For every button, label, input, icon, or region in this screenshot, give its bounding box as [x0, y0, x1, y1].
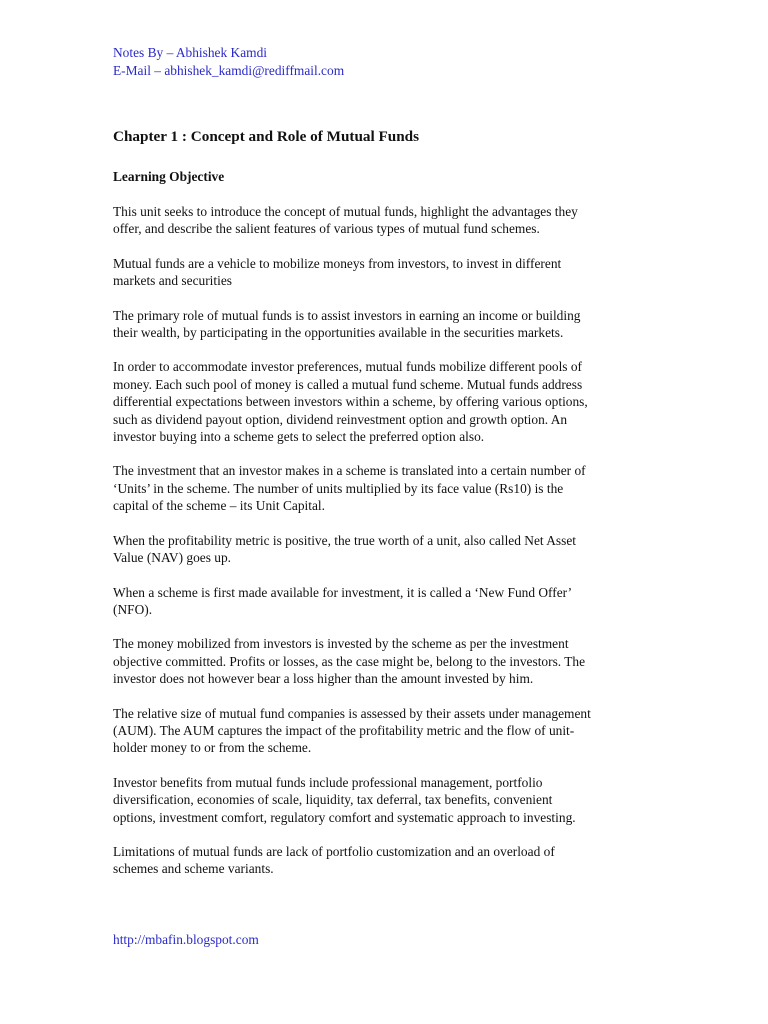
paragraph-line: markets and securities — [113, 273, 232, 289]
paragraph-line: schemes and scheme variants. — [113, 861, 274, 877]
paragraph-line: Mutual funds are a vehicle to mobilize moneys from investors, to invest in different — [113, 255, 562, 271]
paragraph — [113, 307, 653, 342]
paragraph-line: ‘Units’ in the scheme. The number of units multiplied by its face value (Rs10) is the — [113, 480, 564, 496]
paragraph-line: In order to accommodate investor preferences, mutual funds mobilize different pools of — [113, 359, 583, 375]
paragraph — [113, 462, 653, 514]
paragraph-line: Limitations of mutual funds are lack of portfolio customization and an overload of — [113, 843, 555, 859]
document-page — [113, 44, 653, 878]
paragraph-line: (NFO). — [113, 601, 153, 617]
paragraph — [113, 705, 653, 757]
paragraph — [113, 635, 653, 687]
footer-link[interactable]: http://mbafin.blogspot.com — [113, 932, 259, 947]
author-email: E-Mail – abhishek_kamdi@rediffmail.com — [113, 63, 345, 78]
paragraph-line: This unit seeks to introduce the concept of mutual funds, highlight the advantages they — [113, 204, 578, 219]
paragraph-line: investor does not however bear a loss higher than the amount invested by him. — [113, 671, 534, 687]
paragraph — [113, 584, 653, 619]
paragraph-line: money. Each such pool of money is called a mutual fund scheme. Mutual funds address — [113, 376, 583, 392]
paragraph-line: (AUM). The AUM captures the impact of the profitability metric and the flow of unit- — [113, 722, 575, 738]
notes-author: Notes By – Abhishek Kamdi — [113, 45, 267, 60]
paragraph-line: The relative size of mutual fund companies is assessed by their assets under management — [113, 705, 591, 721]
chapter-title: Chapter 1 : Concept and Role of Mutual Funds — [113, 128, 420, 145]
paragraph-line: diversification, economies of scale, liquidity, tax deferral, tax benefits, convenient — [113, 792, 553, 808]
paragraph-line: investor buying into a scheme gets to select the preferred option also. — [113, 429, 485, 445]
paragraph-line: capital of the scheme – its Unit Capital. — [113, 498, 325, 514]
paragraph-line: differential expectations between investors within a scheme, by offering various options, — [113, 394, 588, 410]
paragraph-line: holder money to or from the scheme. — [113, 740, 312, 756]
paragraph — [113, 255, 653, 290]
paragraph — [113, 843, 653, 878]
paragraph-line: Value (NAV) goes up. — [113, 550, 232, 566]
paragraph-line: When the profitability metric is positive, the true worth of a unit, also called Net Asset — [113, 532, 576, 548]
body-text — [113, 203, 653, 878]
paragraph-line: The investment that an investor makes in a scheme is translated into a certain number of — [113, 463, 586, 479]
paragraph-line: options, investment comfort, regulatory comfort and systematic approach to investing. — [113, 809, 576, 825]
paragraph-line: objective committed. Profits or losses, as the case might be, belong to the investors. The — [113, 653, 586, 669]
paragraph-line: their wealth, by participating in the opportunities available in the securities markets. — [113, 325, 564, 341]
paragraph — [113, 203, 653, 238]
paragraph — [113, 774, 653, 826]
paragraph-line: Investor benefits from mutual funds include professional management, portfolio — [113, 774, 543, 790]
paragraph — [113, 532, 653, 567]
paragraph — [113, 358, 653, 445]
section-heading: Learning Objective — [113, 169, 225, 184]
paragraph-line: such as dividend payout option, dividend reinvestment option and growth option. An — [113, 411, 568, 427]
paragraph-line: The primary role of mutual funds is to assist investors in earning an income or building — [113, 307, 581, 323]
paragraph-line: When a scheme is first made available for investment, it is called a ‘New Fund Offer’ — [113, 584, 573, 600]
paragraph-line: The money mobilized from investors is invested by the scheme as per the investment — [113, 636, 569, 652]
paragraph-line: offer, and describe the salient features of various types of mutual fund schemes. — [113, 221, 540, 237]
